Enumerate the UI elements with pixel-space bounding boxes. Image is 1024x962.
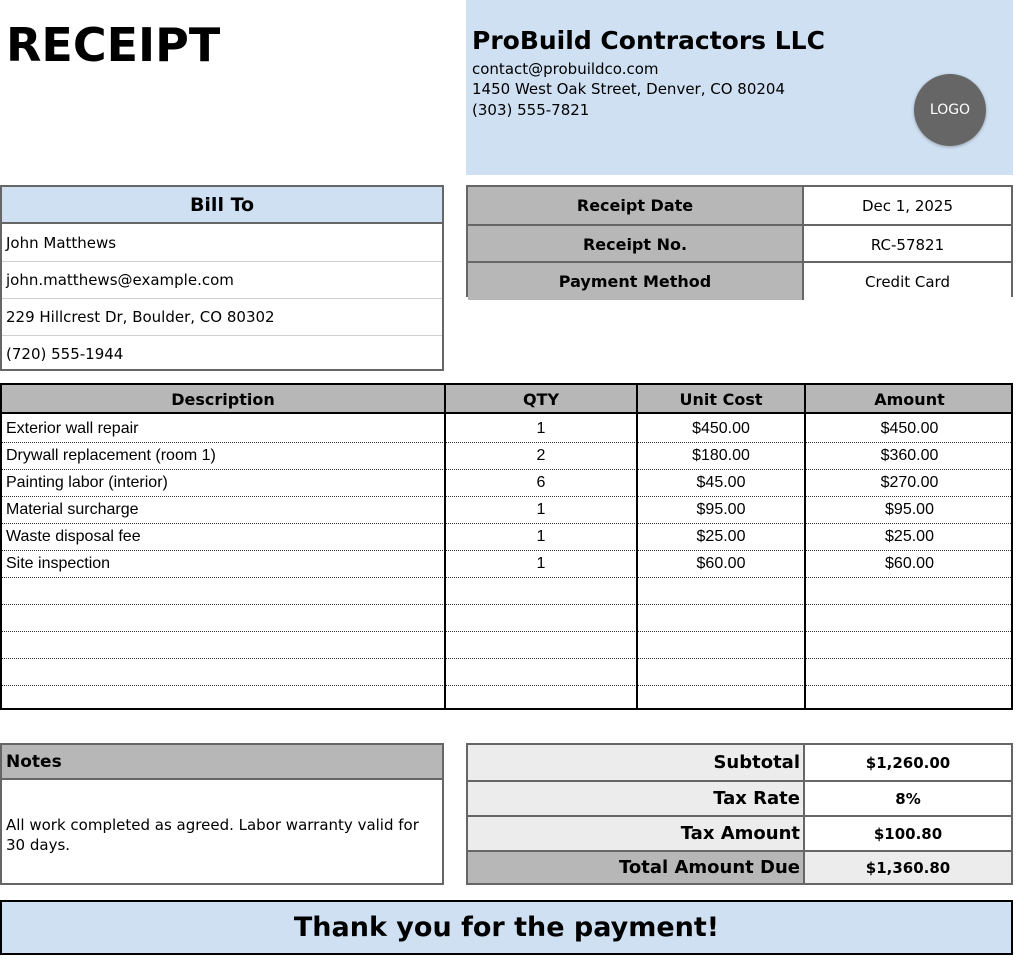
notes-section	[0, 743, 444, 885]
receipt-number-label: Receipt No.	[468, 226, 804, 263]
column-header-amount: Amount	[874, 390, 945, 409]
tax-amount-value: $100.80	[805, 817, 1011, 850]
subtotal-label: Subtotal	[468, 745, 805, 780]
receipt-date-row	[468, 187, 1011, 224]
bill-to-address: 229 Hillcrest Dr, Boulder, CO 80302	[2, 298, 442, 335]
total-due-label: Total Amount Due	[468, 852, 805, 883]
company-phone: (303) 555-7821	[472, 101, 590, 119]
receipt-number-value: RC-57821	[804, 226, 1011, 263]
notes-text: All work completed as agreed. Labor warranty valid for 30 days.	[6, 816, 419, 854]
item-qty: 6	[536, 474, 546, 491]
bill-to-heading: Bill To	[2, 187, 442, 224]
column-header-qty: QTY	[522, 390, 560, 409]
bill-to-phone: (720) 555-1944	[2, 335, 442, 372]
item-description: Material surcharge	[6, 501, 139, 518]
item-unit-cost: $95.00	[696, 501, 746, 518]
item-qty: 1	[536, 420, 546, 437]
column-header-description: Description	[171, 390, 275, 409]
bill-to-email: john.matthews@example.com	[2, 261, 442, 298]
table-row	[2, 470, 1011, 497]
receipt-number-row	[468, 224, 1011, 261]
notes-heading: Notes	[2, 745, 442, 780]
item-amount: $25.00	[885, 528, 934, 545]
company-name: ProBuild Contractors LLC	[472, 26, 825, 55]
line-items-table	[0, 383, 1013, 710]
column-divider	[444, 385, 446, 708]
item-unit-cost: $60.00	[696, 555, 746, 572]
subtotal-value: $1,260.00	[805, 745, 1011, 780]
total-due-value: $1,360.80	[805, 852, 1011, 883]
tax-rate-row	[468, 780, 1011, 815]
company-address: 1450 West Oak Street, Denver, CO 80204	[472, 80, 786, 98]
logo-placeholder: LOGO	[914, 74, 986, 146]
empty-row	[2, 659, 1011, 686]
item-description: Site inspection	[6, 555, 111, 572]
item-description: Waste disposal fee	[6, 528, 141, 545]
empty-row	[2, 632, 1011, 659]
payment-method-label: Payment Method	[468, 263, 804, 300]
item-amount: $270.00	[880, 474, 939, 491]
column-divider	[804, 385, 806, 708]
table-row	[2, 497, 1011, 524]
bill-to-name: John Matthews	[6, 233, 117, 252]
tax-rate-label: Tax Rate	[468, 782, 805, 815]
item-description: Exterior wall repair	[6, 420, 139, 437]
item-unit-cost: $180.00	[692, 447, 750, 464]
item-amount: $450.00	[880, 420, 939, 437]
table-row	[2, 524, 1011, 551]
item-amount: $60.00	[885, 555, 934, 572]
item-amount: $360.00	[880, 447, 939, 464]
tax-rate-value: 8%	[805, 782, 1011, 815]
receipt-date-value: Dec 1, 2025	[804, 187, 1011, 224]
item-qty: 1	[536, 528, 546, 545]
item-unit-cost: $450.00	[692, 420, 750, 437]
table-row	[2, 551, 1011, 578]
tax-amount-row	[468, 815, 1011, 850]
item-unit-cost: $25.00	[696, 528, 746, 545]
receipt-date-label: Receipt Date	[468, 187, 804, 224]
table-row	[2, 416, 1011, 443]
empty-row	[2, 578, 1011, 605]
thank-you-banner: Thank you for the payment!	[0, 900, 1013, 955]
tax-amount-label: Tax Amount	[468, 817, 805, 850]
item-description: Painting labor (interior)	[6, 474, 168, 491]
payment-method-value: Credit Card	[804, 263, 1011, 300]
subtotal-row	[468, 745, 1011, 780]
item-qty: 1	[536, 555, 546, 572]
total-due-row	[468, 850, 1011, 883]
totals-table	[466, 743, 1013, 885]
payment-method-row	[468, 261, 1011, 298]
column-header-unit-cost: Unit Cost	[679, 390, 763, 409]
item-description: Drywall replacement (room 1)	[6, 447, 216, 464]
table-header	[2, 385, 1011, 414]
item-qty: 2	[536, 447, 546, 464]
item-unit-cost: $45.00	[696, 474, 746, 491]
table-row	[2, 443, 1011, 470]
page-title: RECEIPT	[6, 18, 221, 72]
item-qty: 1	[536, 501, 546, 518]
receipt-meta-table	[466, 185, 1013, 297]
item-amount: $95.00	[885, 501, 934, 518]
bill-to-section	[0, 185, 444, 371]
company-email: contact@probuildco.com	[472, 60, 659, 78]
empty-row	[2, 605, 1011, 632]
column-divider	[636, 385, 638, 708]
